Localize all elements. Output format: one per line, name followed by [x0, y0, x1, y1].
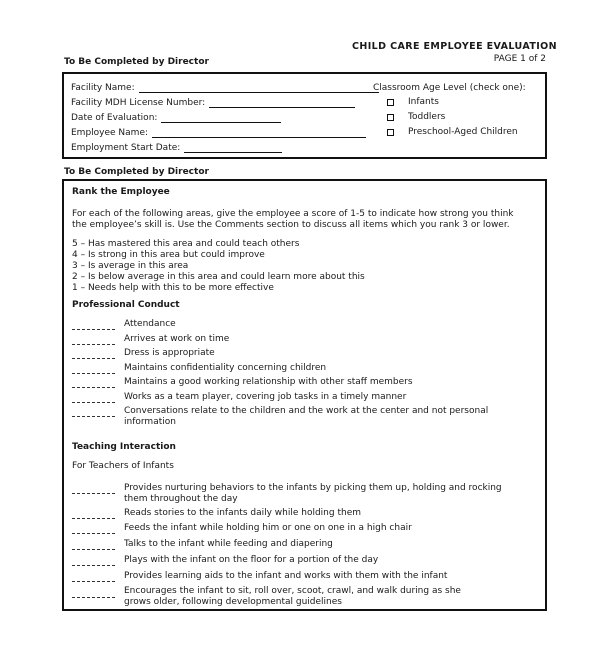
start-date-field[interactable]	[71, 143, 282, 153]
director-info-box	[62, 72, 547, 159]
page-number: PAGE 1 of 2	[493, 54, 546, 64]
toddlers-checkbox[interactable]	[387, 114, 394, 121]
score-blank[interactable]	[72, 358, 115, 359]
item-text-cont: information	[124, 417, 176, 427]
item-text: Works as a team player, covering job tasks in a timely manner	[124, 392, 407, 402]
intro-line-2: the employee’s skill is. Use the Comments section to discuss all items which you rank 3 or lower.	[72, 220, 510, 230]
employee-name-label: Employee Name:	[71, 128, 149, 138]
infants-label: Infants	[408, 97, 439, 107]
scale-1: 1 – Needs help with this to be more effective	[72, 283, 274, 293]
item-text: Attendance	[124, 319, 176, 329]
evaluation-date-line[interactable]	[161, 113, 281, 123]
item-text: Talks to the infant while feeding and diapering	[124, 539, 333, 549]
ranking-box	[62, 179, 547, 611]
item-text: Maintains confidentiality concerning children	[124, 363, 327, 373]
item-text: Conversations relate to the children and the work at the center and not personal	[124, 406, 489, 416]
item-text: Plays with the infant on the floor for a portion of the day	[124, 555, 379, 565]
teaching-interaction-title: Teaching Interaction	[72, 442, 176, 452]
employee-name-line[interactable]	[152, 128, 366, 138]
item-text: Feeds the infant while holding him or one on one in a high chair	[124, 523, 412, 533]
list-item	[124, 348, 215, 359]
list-item	[124, 319, 176, 330]
license-number-field[interactable]	[71, 98, 355, 108]
item-text: Arrives at work on time	[124, 334, 230, 344]
score-blank[interactable]	[72, 416, 115, 417]
item-text: Dress is appropriate	[124, 348, 215, 358]
list-item	[124, 508, 361, 519]
evaluation-date-label: Date of Evaluation:	[71, 113, 158, 123]
list-item	[124, 571, 447, 582]
start-date-line[interactable]	[184, 143, 282, 153]
preschool-checkbox[interactable]	[387, 129, 394, 136]
score-blank[interactable]	[72, 344, 115, 345]
section1-heading: To Be Completed by Director	[64, 57, 209, 67]
facility-name-label: Facility Name:	[71, 83, 135, 93]
item-text-cont: grows older, following developmental guidelines	[124, 597, 342, 607]
score-blank[interactable]	[72, 518, 115, 519]
list-item	[124, 483, 502, 505]
item-text-cont: them throughout the day	[124, 494, 238, 504]
score-blank[interactable]	[72, 402, 115, 403]
score-blank[interactable]	[72, 373, 115, 374]
score-blank[interactable]	[72, 493, 115, 494]
item-text: Provides learning aids to the infant and works with them with the infant	[124, 571, 448, 581]
teachers-of-infants-subtitle: For Teachers of Infants	[72, 461, 174, 471]
score-blank[interactable]	[72, 565, 115, 566]
scale-2: 2 – Is below average in this area and could learn more about this	[72, 272, 365, 282]
employee-name-field[interactable]	[71, 128, 366, 138]
license-number-line[interactable]	[209, 98, 355, 108]
rank-employee-title: Rank the Employee	[72, 187, 170, 197]
list-item	[124, 334, 229, 345]
scale-3: 3 – Is average in this area	[72, 261, 189, 271]
license-number-label: Facility MDH License Number:	[71, 98, 206, 108]
list-item	[124, 539, 333, 550]
list-item	[124, 377, 413, 388]
score-blank[interactable]	[72, 387, 115, 388]
item-text: Maintains a good working relationship with other staff members	[124, 377, 413, 387]
classroom-age-label: Classroom Age Level (check one):	[373, 83, 526, 93]
score-blank[interactable]	[72, 581, 115, 582]
list-item	[124, 392, 406, 403]
item-text: Encourages the infant to sit, roll over, scoot, crawl, and walk during as she	[124, 586, 461, 596]
infants-checkbox[interactable]	[387, 99, 394, 106]
start-date-label: Employment Start Date:	[71, 143, 181, 153]
evaluation-date-field[interactable]	[71, 113, 281, 123]
facility-name-field[interactable]	[71, 83, 379, 93]
facility-name-line[interactable]	[139, 83, 379, 93]
score-blank[interactable]	[72, 597, 115, 598]
item-text: Reads stories to the infants daily while holding them	[124, 508, 361, 518]
score-blank[interactable]	[72, 329, 115, 330]
scale-4: 4 – Is strong in this area but could improve	[72, 250, 265, 260]
scale-5: 5 – Has mastered this area and could teach others	[72, 239, 300, 249]
score-blank[interactable]	[72, 549, 115, 550]
item-text: Provides nurturing behaviors to the infants by picking them up, holding and rocking	[124, 483, 502, 493]
list-item	[124, 363, 326, 374]
section2-heading: To Be Completed by Director	[64, 167, 209, 177]
intro-line-1: For each of the following areas, give the employee a score of 1-5 to indicate how strong you think	[72, 209, 514, 219]
list-item	[124, 555, 378, 566]
list-item	[124, 406, 488, 428]
document-title: CHILD CARE EMPLOYEE EVALUATION	[352, 41, 558, 52]
toddlers-label: Toddlers	[408, 112, 446, 122]
preschool-label: Preschool-Aged Children	[408, 127, 518, 137]
list-item	[124, 523, 412, 534]
list-item	[124, 586, 461, 608]
professional-conduct-title: Professional Conduct	[72, 300, 180, 310]
score-blank[interactable]	[72, 533, 115, 534]
